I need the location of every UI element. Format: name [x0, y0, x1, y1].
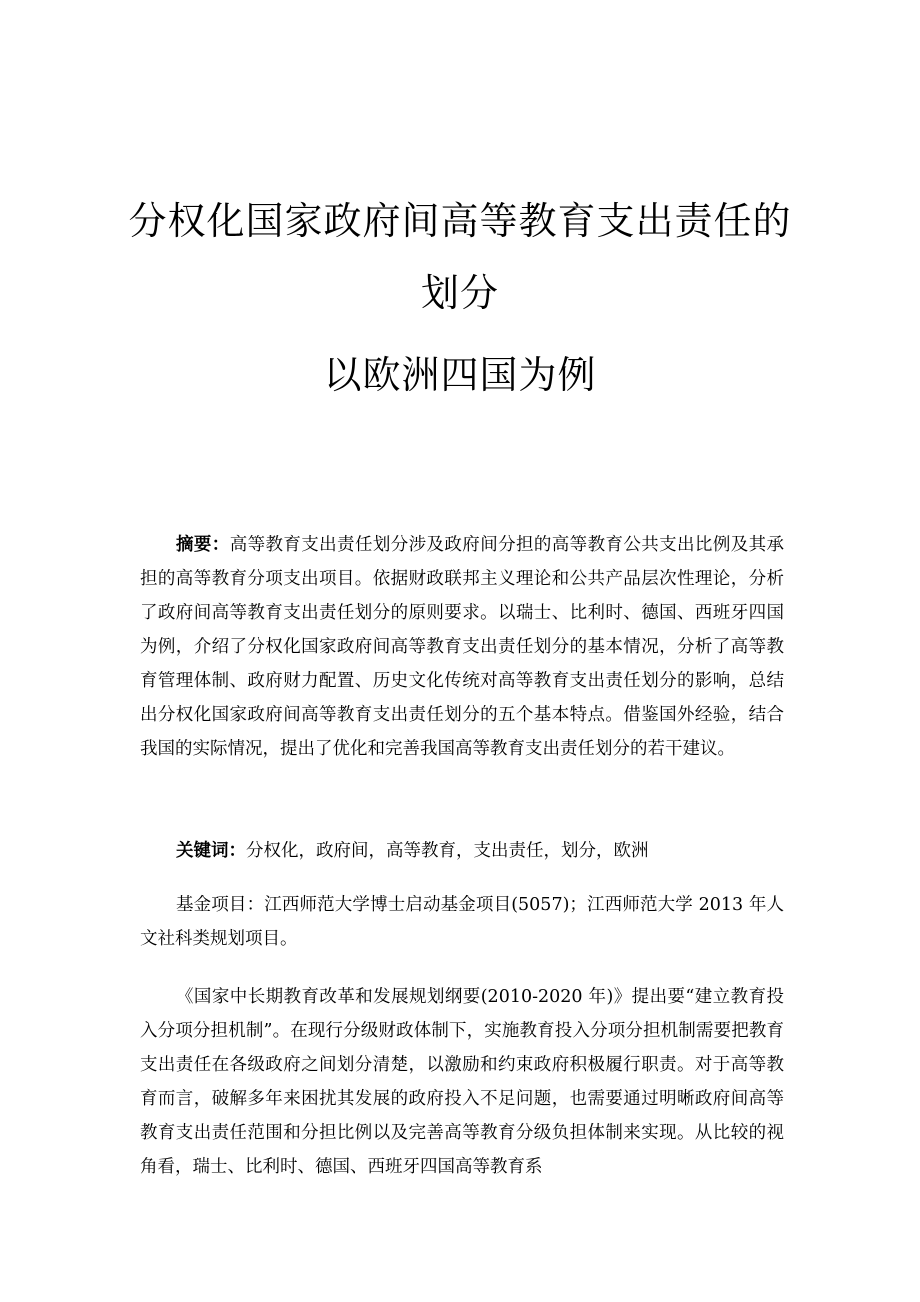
abstract-paragraph	[140, 528, 784, 766]
abstract-text: 高等教育支出责任划分涉及政府间分担的高等教育公共支出比例及其承担的高等教育分项支出项目。依据财政联邦主义理论和公共产品层次性理论，分析了政府间高等教育支出责任划分的原则要求。以瑞士、比利时、德国、西班牙四国为例，介绍了分权化国家政府间高等教育支出责任划分的基本情况，分析了高等教育管理体制、政府财力配置、历史文化传统对高等教育支出责任划分的影响，总结出分权化国家政府间高等教育支出责任划分的五个基本特点。借鉴国外经验，结合我国的实际情况，提出了优化和完善我国高等教育支出责任划分的若干建议。	[140, 535, 785, 759]
subtitle: 以欧洲四国为例	[323, 353, 597, 397]
abstract-label: 摘要：	[176, 535, 230, 555]
intro-paragraph: 《国家中长期教育改革和发展规划纲要(2010-2020 年)》提出要“建立教育投入分项分担机制”。在现行分级财政体制下，实施教育投入分项分担机制需要把教育支出责任在各级政府之间划分清楚，以激励和约束政府积极履行职责。对于高等教育而言，破解多年来困扰其发展的政府投入不足问题，也需要通过明晰政府间高等教育支出责任范围和分担比例以及完善高等教育分级负担体制来实现。从比较的视角看，瑞士、比利时、德国、西班牙四国高等教育系	[140, 987, 784, 1177]
fund-paragraph: 基金项目：江西师范大学博士启动基金项目(5057)；江西师范大学 2013 年人文社科类规划项目。	[140, 895, 784, 949]
title-line-1: 分权化国家政府间高等教育支出责任的	[128, 199, 792, 243]
keywords-label: 关键词：	[176, 841, 246, 861]
keywords-text: 分权化，政府间，高等教育，支出责任，划分，欧洲	[246, 841, 649, 861]
keywords-paragraph	[140, 834, 784, 868]
title-line-2: 划分	[420, 271, 499, 315]
